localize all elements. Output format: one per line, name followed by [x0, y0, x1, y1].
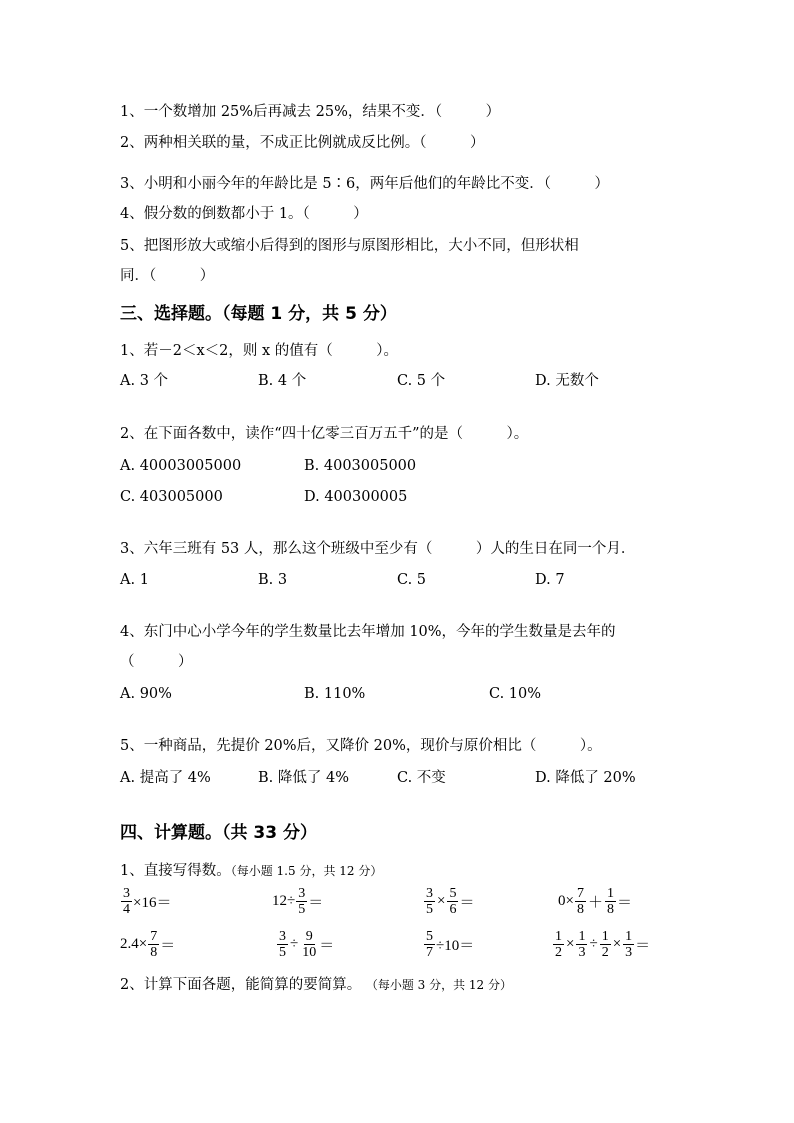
judge-item-2: 2、两种相关联的量，不成正比例就成反比例。（ ） — [120, 135, 485, 151]
choice-q2-option-b: B. 4003005000 — [304, 458, 417, 474]
calc-q1-note: （每小题 1.5 分，共 12 分） — [230, 864, 383, 878]
choice-q2-option-d: D. 400300005 — [304, 489, 408, 505]
choice-q4-cont: （ ） — [120, 654, 193, 670]
calc-item-b2: $\frac{3}{5}$ ÷ $\frac{9}{10}$ ＝ — [279, 929, 335, 960]
fraction: $\frac{3}{5}$ — [298, 886, 306, 917]
section-title-calc: 四、计算题。（共 33 分） — [120, 823, 317, 843]
choice-q5-option-b: B. 降低了 4% — [258, 770, 349, 786]
choice-q4-option-a: A. 90% — [120, 686, 172, 702]
choice-q1-option-d: D. 无数个 — [535, 373, 599, 389]
choice-q4-option-b: B. 110% — [304, 686, 366, 702]
fraction: $\frac{7}{8}$ — [576, 886, 584, 917]
calc-item-a1: $\frac{3}{4}$ ×16＝ — [123, 886, 172, 917]
calc-item-a3: $\frac{3}{5}$ × $\frac{5}{6}$ ＝ — [426, 886, 475, 917]
calc-item-b3: $\frac{5}{7}$ ÷10＝ — [426, 929, 475, 960]
fraction: $\frac{3}{4}$ — [123, 886, 130, 917]
fraction: $\frac{1}{3}$ — [578, 929, 586, 960]
choice-q2: 2、在下面各数中，读作“四十亿零三百万五千”的是（ ）。 — [120, 426, 529, 442]
calc-item-a2: 12÷ $\frac{3}{5}$ ＝ — [272, 886, 324, 917]
fraction: $\frac{9}{10}$ — [302, 929, 317, 960]
fraction: $\frac{5}{7}$ — [426, 929, 433, 960]
calc-q2-note: （每小题 3 分，共 12 分） — [365, 978, 513, 992]
choice-q2-option-c: C. 403005000 — [120, 489, 223, 505]
calc-q1-heading — [120, 861, 382, 881]
judge-item-3: 3、小明和小丽今年的年龄比是 5∶6，两年后他们的年龄比不变．（ ） — [120, 176, 610, 192]
choice-q4: 4、东门中心小学今年的学生数量比去年增加 10%，今年的学生数量是去年的 — [120, 624, 616, 640]
fraction: $\frac{3}{5}$ — [426, 886, 433, 917]
choice-q4-option-c: C. 10% — [489, 686, 542, 702]
section-title-choice: 三、选择题。（每题 1 分，共 5 分） — [120, 304, 397, 324]
calc-item-b4: $\frac{1}{2}$ × $\frac{1}{3}$ ÷ $\frac{1}{2}$ × $\frac{1}{3}$ ＝ — [555, 929, 651, 960]
choice-q3-option-a: A. 1 — [120, 572, 149, 588]
calc-item-a4: 0× $\frac{7}{8}$ ＋ $\frac{1}{8}$ ＝ — [558, 886, 632, 917]
fraction: $\frac{1}{2}$ — [555, 929, 562, 960]
judge-item-4: 4、假分数的倒数都小于 1。（ ） — [120, 206, 368, 222]
fraction: $\frac{7}{8}$ — [150, 929, 158, 960]
calc-q2-heading — [120, 975, 512, 995]
choice-q1-option-b: B. 4 个 — [258, 373, 307, 389]
choice-q1-option-c: C. 5 个 — [397, 373, 446, 389]
fraction: $\frac{1}{2}$ — [601, 929, 609, 960]
choice-q1-option-a: A. 3 个 — [120, 373, 169, 389]
fraction: $\frac{1}{8}$ — [606, 886, 614, 917]
choice-q5-option-c: C. 不变 — [397, 770, 446, 786]
choice-q5-option-d: D. 降低了 20% — [535, 770, 636, 786]
calc-q1-label: 1、直接写得数。 — [120, 863, 231, 879]
choice-q3-option-d: D. 7 — [535, 572, 565, 588]
choice-q5-option-a: A. 提高了 4% — [120, 770, 211, 786]
choice-q3-option-c: C. 5 — [397, 572, 427, 588]
choice-q2-option-a: A. 40003005000 — [120, 458, 242, 474]
fraction: $\frac{3}{5}$ — [279, 929, 286, 960]
judge-item-5-cont: 同．（ ） — [120, 268, 215, 284]
fraction: $\frac{5}{6}$ — [449, 886, 457, 917]
choice-q1: 1、若－2＜x＜2，则 x 的值有（ ）。 — [120, 343, 398, 359]
choice-q5: 5、一种商品，先提价 20%后，又降价 20%，现价与原价相比（ ）。 — [120, 738, 602, 754]
choice-q3-option-b: B. 3 — [258, 572, 288, 588]
fraction: $\frac{1}{3}$ — [625, 929, 633, 960]
judge-item-1: 1、一个数增加 25%后再减去 25%，结果不变．（ ） — [120, 104, 501, 120]
judge-item-5: 5、把图形放大或缩小后得到的图形与原图形相比，大小不同，但形状相 — [120, 238, 579, 254]
choice-q3: 3、六年三班有 53 人，那么这个班级中至少有（ ）人的生日在同一个月． — [120, 541, 636, 557]
calc-item-b1: 2.4× $\frac{7}{8}$ ＝ — [120, 929, 176, 960]
calc-q2-label: 2、计算下面各题，能简算的要简算。 — [120, 977, 362, 993]
